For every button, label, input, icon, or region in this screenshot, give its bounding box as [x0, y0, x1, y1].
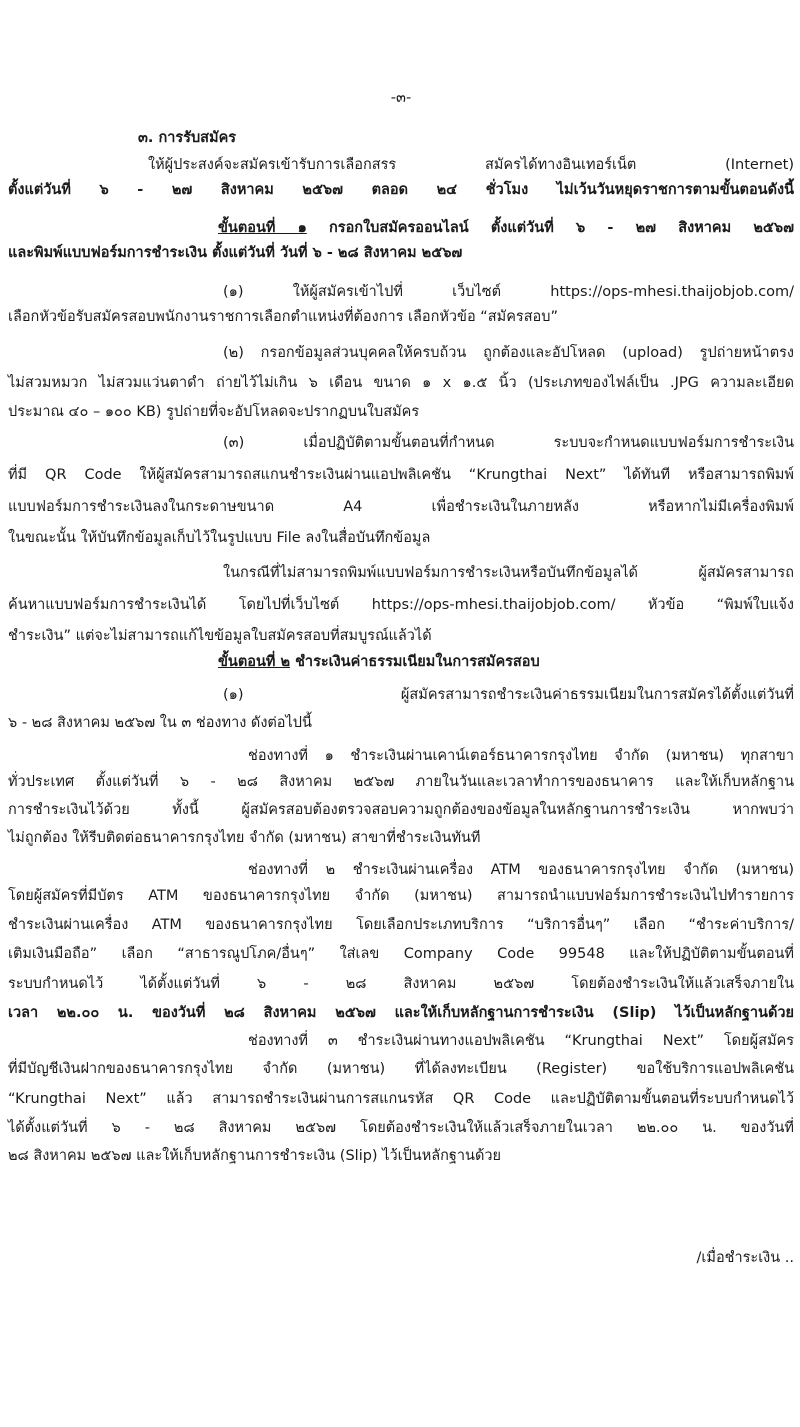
step2-title: ชำระเงินค่าธรรมเนียมในการสมัครสอบ [290, 654, 540, 670]
step1-heading [8, 218, 794, 238]
step2-item1-line-2: ๖ - ๒๘ สิงหาคม ๒๕๖๗ ใน ๓ ช่องทาง ดังต่อไปนี้ [8, 715, 312, 731]
channel2-line-6: เวลา ๒๒.๐๐ น. ของวันที่ ๒๘ สิงหาคม ๒๕๖๗ และให้เก็บหลักฐานการชำระเงิน (Slip) ไว้เป็นหลักฐานด้วย [8, 1005, 794, 1021]
step1-item1-line-1: (๑) ให้ผู้สมัครเข้าไปที่ เว็บไซต์ https://ops-mhesi.thaijobjob.com/ [223, 284, 794, 300]
channel3-line-1: ช่องทางที่ ๓ ชำระเงินผ่านทางแอปพลิเคชัน “Krungthai Next” โดยผู้สมัคร [248, 1033, 794, 1049]
step1-note-line-3: ชำระเงิน” แต่จะไม่สามารถแก้ไขข้อมูลใบสมัครสอบที่สมบูรณ์แล้วได้ [8, 628, 432, 644]
step1-line-2: และพิมพ์แบบฟอร์มการชำระเงิน ตั้งแต่วันที่ วันที่ ๖ - ๒๘ สิงหาคม ๒๕๖๗ [8, 245, 463, 261]
step1-item2-line-3: ประมาณ ๔๐ – ๑๐๐ KB) รูปถ่ายที่จะอัปโหลดจะปรากฏบนใบสมัคร [8, 404, 420, 420]
channel1-line-3: การชำระเงินไว้ด้วย ทั้งนี้ ผู้สมัครสอบต้องตรวจสอบความถูกต้องของข้อมูลในหลักฐานการชำระเงิน หากพบว่า [8, 802, 794, 818]
section-heading: ๓. การรับสมัคร [138, 130, 237, 146]
continuation-note: /เมื่อชำระเงิน .. [696, 1250, 794, 1266]
intro-line-1: ให้ผู้ประสงค์จะสมัครเข้ารับการเลือกสรร สมัครได้ทางอินเทอร์เน็ต (Internet) [148, 157, 794, 173]
channel2-line-3: ชำระเงินผ่านเครื่อง ATM ของธนาคารกรุงไทย โดยเลือกประเภทบริการ “บริการอื่นๆ” เลือก “ชำระค่าบริการ/ [8, 917, 794, 933]
step1-title: กรอกใบสมัครออนไลน์ ตั้งแต่วันที่ ๖ - ๒๗ สิงหาคม ๒๕๖๗ [306, 220, 794, 236]
channel2-line-5: ระบบกำหนดไว้ ได้ตั้งแต่วันที่ ๖ - ๒๘ สิงหาคม ๒๕๖๗ โดยต้องชำระเงินให้แล้วเสร็จภายใน [8, 976, 794, 992]
step1-note-line-1: ในกรณีที่ไม่สามารถพิมพ์แบบฟอร์มการชำระเงินหรือบันทึกข้อมูลได้ ผู้สมัครสามารถ [223, 565, 794, 581]
step1-label: ขั้นตอนที่ ๑ [218, 220, 307, 236]
step1-note-line-2: ค้นหาแบบฟอร์มการชำระเงินได้ โดยไปที่เว็บไซต์ https://ops-mhesi.thaijobjob.com/ หัวข้อ “พิมพ์ใบแจ้ง [8, 597, 794, 613]
channel3-line-4: ได้ตั้งแต่วันที่ ๖ - ๒๘ สิงหาคม ๒๕๖๗ โดยต้องชำระเงินให้แล้วเสร็จภายในเวลา ๒๒.๐๐ น. ของวันที่ [8, 1120, 794, 1136]
step1-item1-line-2: เลือกหัวข้อรับสมัครสอบพนักงานราชการเลือกตำแหน่งที่ต้องการ เลือกหัวข้อ “สมัครสอบ” [8, 309, 558, 325]
channel1-line-2: ทั่วประเทศ ตั้งแต่วันที่ ๖ - ๒๘ สิงหาคม ๒๕๖๗ ภายในวันและเวลาทำการของธนาคาร และให้เก็บหลักฐาน [8, 774, 794, 790]
step1-item3-line-4: ในขณะนั้น ให้บันทึกข้อมูลเก็บไว้ในรูปแบบ File ลงในสื่อบันทึกข้อมูล [8, 530, 431, 546]
step2-heading [8, 652, 794, 672]
channel3-line-5: ๒๘ สิงหาคม ๒๕๖๗ และให้เก็บหลักฐานการชำระเงิน (Slip) ไว้เป็นหลักฐานด้วย [8, 1148, 502, 1164]
channel1-line-4: ไม่ถูกต้อง ให้รีบติดต่อธนาคารกรุงไทย จำกัด (มหาชน) สาขาที่ชำระเงินทันที [8, 830, 481, 846]
step1-item2-line-1: (๒) กรอกข้อมูลส่วนบุคคลให้ครบถ้วน ถูกต้องและอัปโหลด (upload) รูปถ่ายหน้าตรง [223, 345, 794, 361]
intro-line-2: ตั้งแต่วันที่ ๖ - ๒๗ สิงหาคม ๒๕๖๗ ตลอด ๒๔ ชั่วโมง ไม่เว้นวันหยุดราชการตามขั้นตอนดังนี้ [8, 182, 794, 198]
step1-item3-line-2: ที่มี QR Code ให้ผู้สมัครสามารถสแกนชำระเงินผ่านแอปพลิเคชัน “Krungthai Next” ได้ทันที หรือสามารถพิมพ์ [8, 467, 794, 483]
channel3-line-3: “Krungthai Next” แล้ว สามารถชำระเงินผ่านการสแกนรหัส QR Code และปฏิบัติตามขั้นตอนที่ระบบกำหนดไว้ [8, 1091, 794, 1107]
channel1-line-1: ช่องทางที่ ๑ ชำระเงินผ่านเคาน์เตอร์ธนาคารกรุงไทย จำกัด (มหาชน) ทุกสาขา [248, 748, 794, 764]
channel2-line-4: เติมเงินมือถือ” เลือก “สาธารณูปโภค/อื่นๆ” ใส่เลข Company Code 99548 และให้ปฏิบัติตามขั้นตอนที่ [8, 946, 794, 962]
channel2-line-2: โดยผู้สมัครที่มีบัตร ATM ของธนาคารกรุงไทย จำกัด (มหาชน) สามารถนำแบบฟอร์มการชำระเงินไปทำรายการ [8, 888, 794, 904]
channel3-line-2: ที่มีบัญชีเงินฝากของธนาคารกรุงไทย จำกัด (มหาชน) ที่ได้ลงทะเบียน (Register) ขอใช้บริการแอปพลิเคชัน [8, 1061, 794, 1077]
step1-item3-line-3: แบบฟอร์มการชำระเงินลงในกระดาษขนาด A4 เพื่อชำระเงินในภายหลัง หรือหากไม่มีเครื่องพิมพ์ [8, 499, 794, 515]
page-number: -๓- [390, 90, 412, 106]
step1-item2-line-2: ไม่สวมหมวก ไม่สวมแว่นตาดำ ถ่ายไว้ไม่เกิน ๖ เดือน ขนาด ๑ x ๑.๕ นิ้ว (ประเภทของไฟล์เป็น .JPG ความละเอียด [8, 375, 794, 391]
channel2-line-1: ช่องทางที่ ๒ ชำระเงินผ่านเครื่อง ATM ของธนาคารกรุงไทย จำกัด (มหาชน) [248, 862, 794, 878]
step1-item3-line-1: (๓) เมื่อปฏิบัติตามขั้นตอนที่กำหนด ระบบจะกำหนดแบบฟอร์มการชำระเงิน [223, 435, 794, 451]
step2-label: ขั้นตอนที่ ๒ [218, 654, 291, 670]
step2-item1-line-1: (๑) ผู้สมัครสามารถชำระเงินค่าธรรมเนียมในการสมัครได้ตั้งแต่วันที่ [223, 687, 794, 703]
